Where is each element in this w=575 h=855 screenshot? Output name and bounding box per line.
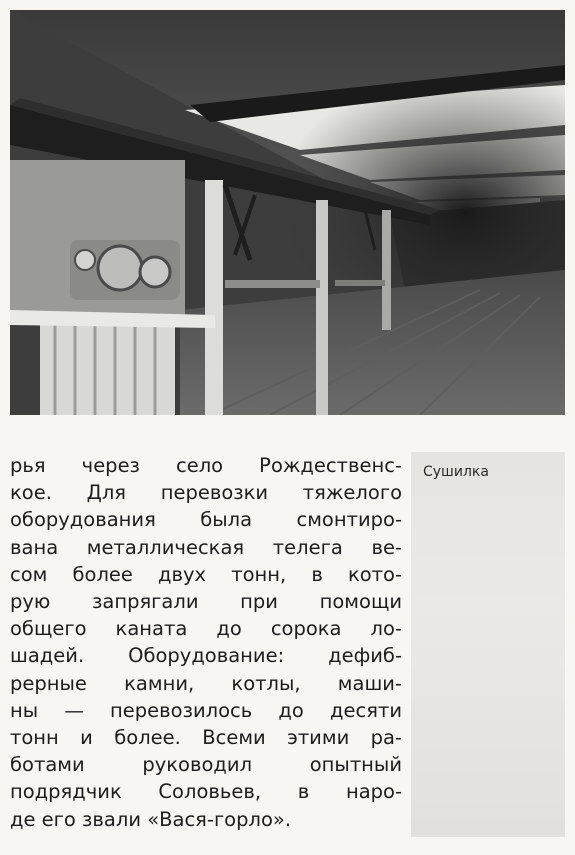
text-line: рую запрягали при помощи: [10, 590, 402, 614]
text-line: тонн и более. Всеми этими ра-: [10, 726, 402, 750]
caption-panel: [411, 452, 565, 837]
text-line: рья через село Рождественс-: [10, 454, 402, 477]
text-line: кое. Для перевозки тяжелого: [10, 481, 402, 505]
text-line: сом более двух тонн, в кото-: [10, 562, 402, 586]
text-line: ботами руководил опытный: [10, 753, 402, 777]
photo-caption: Сушилка: [423, 464, 489, 480]
text-line: ны — перевозилось до десяти: [10, 698, 402, 722]
article-body-text: [10, 452, 402, 833]
text-line: де его звали «Вася-горло».: [10, 807, 292, 831]
text-line: вана металлическая телега ве-: [10, 535, 402, 559]
text-line: шадей. Оборудование: дефиб-: [10, 644, 402, 668]
text-line: общего каната до сорока ло-: [10, 617, 402, 641]
photo-drying-room: [10, 10, 565, 415]
photo-illustration: [10, 10, 565, 415]
text-line: подрядчик Соловьев, в наро-: [10, 780, 402, 804]
text-line: оборудования была смонтиро-: [10, 508, 402, 532]
text-line: рерные камни, котлы, маши-: [10, 671, 402, 695]
